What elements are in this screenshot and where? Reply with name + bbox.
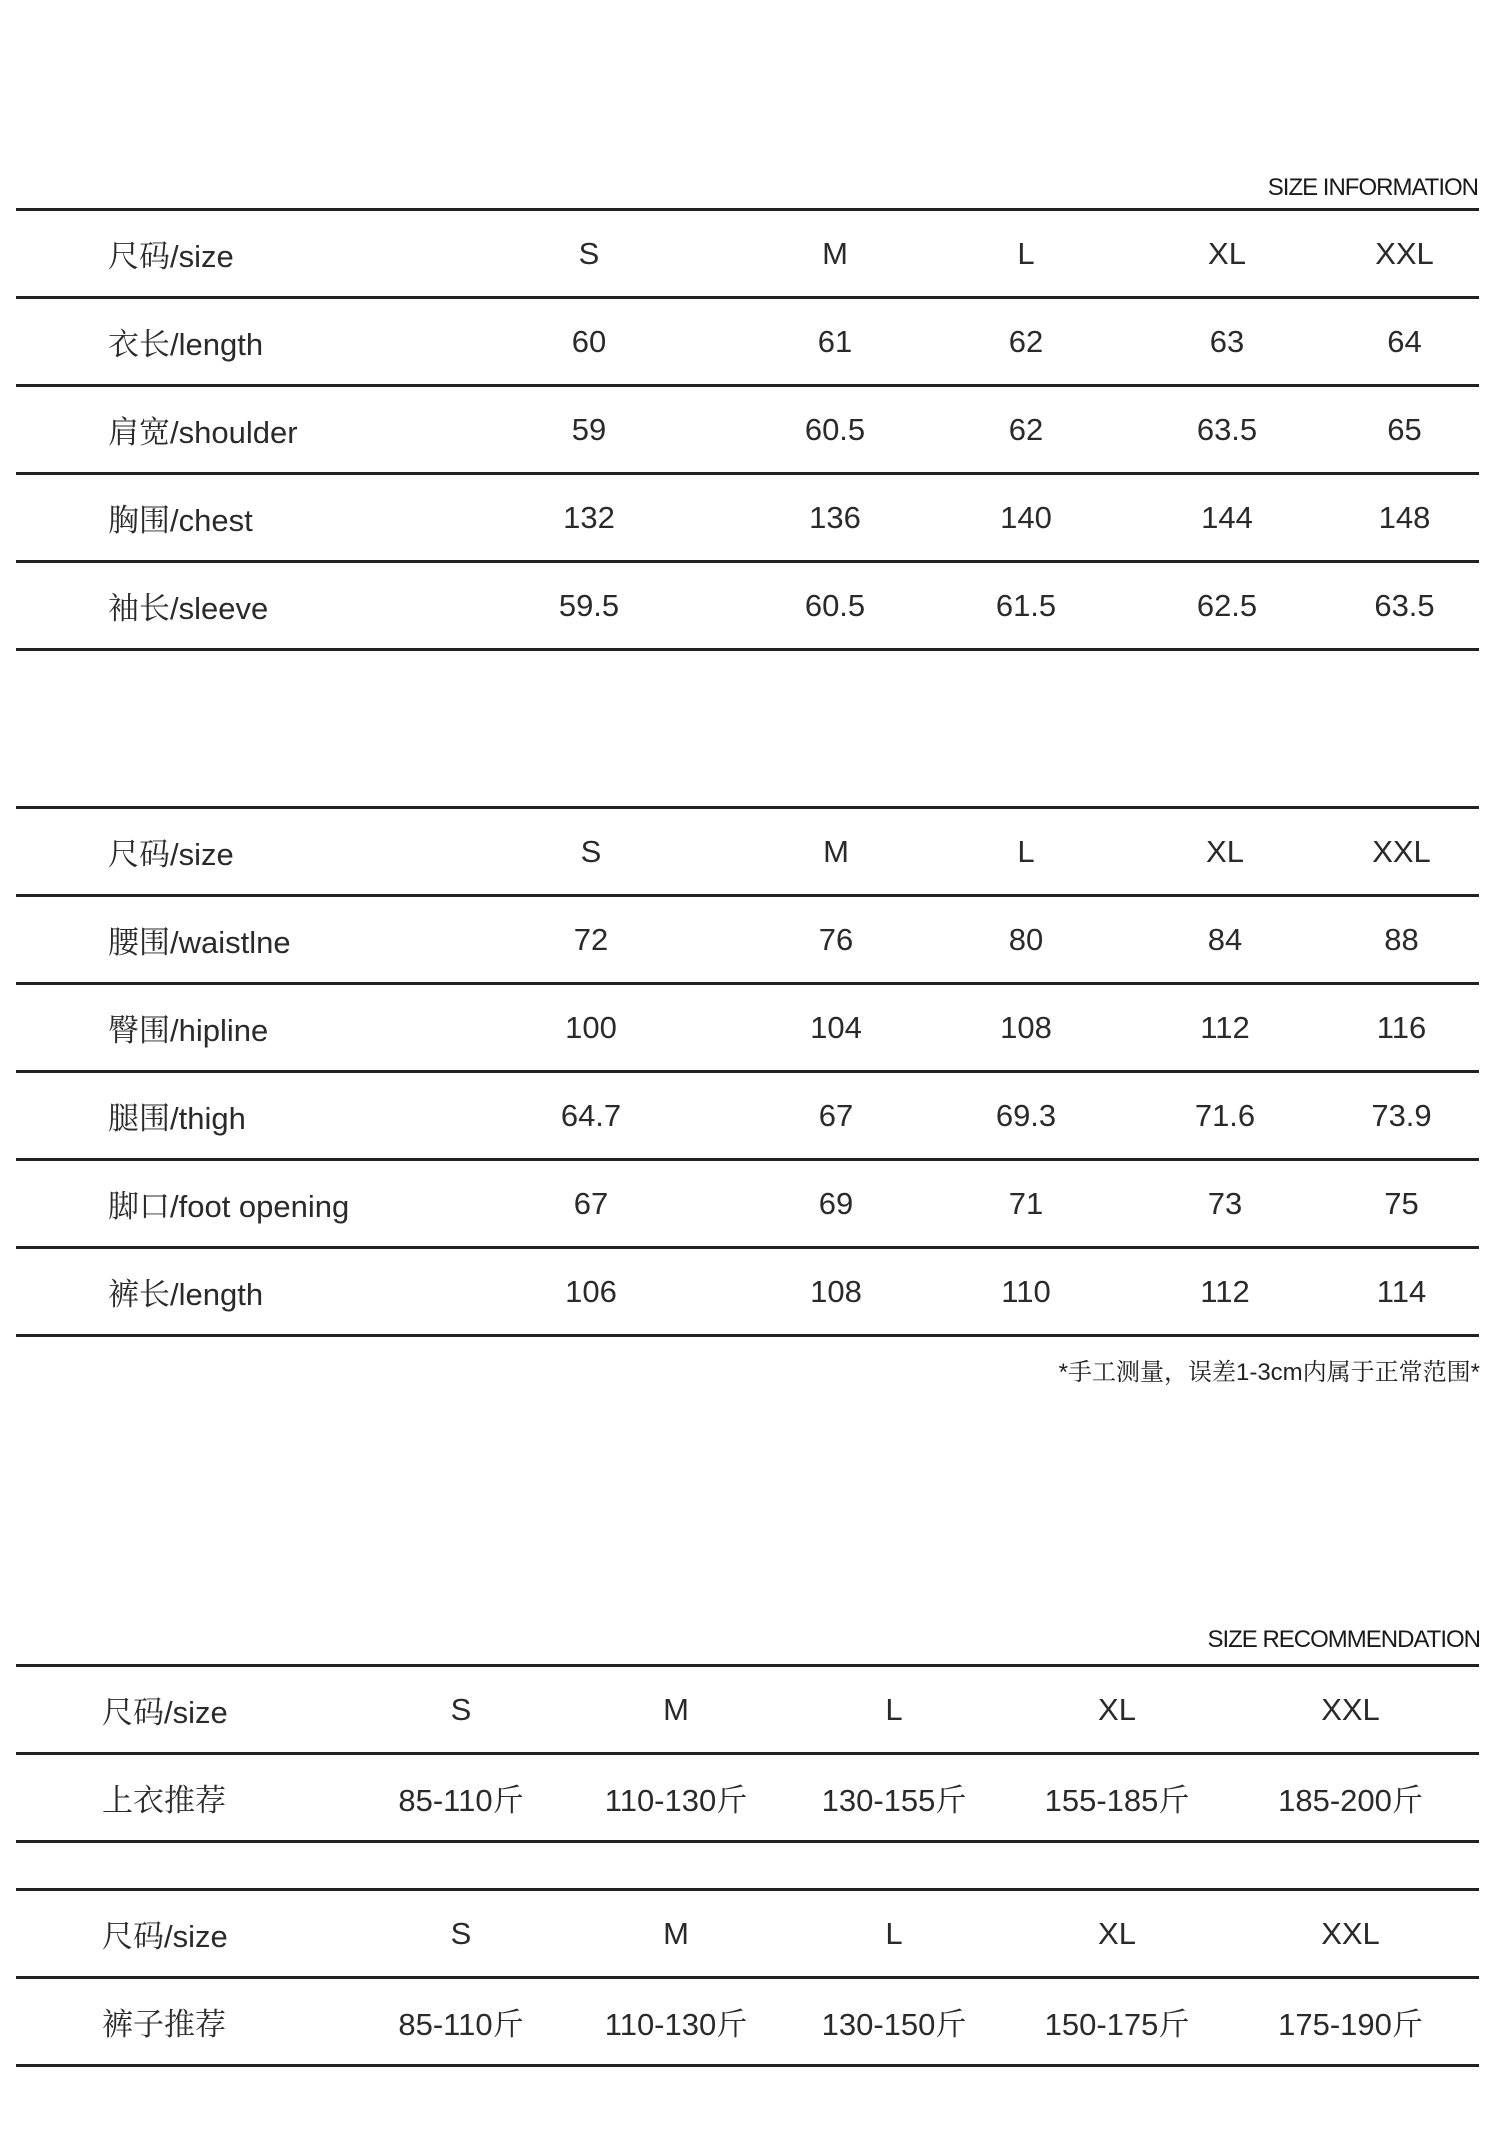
size-l-header: L: [926, 808, 1126, 896]
size-m-header: M: [576, 1666, 776, 1754]
table-cell: 62: [928, 386, 1124, 474]
table-cell: 73: [1126, 1160, 1324, 1248]
table-cell: 116: [1324, 984, 1479, 1072]
table-cell: 84: [1126, 896, 1324, 984]
table-cell: 175-190斤: [1222, 1978, 1479, 2066]
row-label: 腰围/waistlne: [16, 896, 436, 984]
table-cell: 63.5: [1330, 562, 1479, 650]
size-xxl-header: XXL: [1222, 1890, 1479, 1978]
table-cell: 62: [928, 298, 1124, 386]
top-recommendation-table: [16, 1664, 1479, 1843]
row-label: 袖长/sleeve: [16, 562, 436, 650]
table-cell: 60.5: [742, 562, 928, 650]
pants-recommendation-table: [16, 1888, 1479, 2067]
table-row: [16, 1072, 1479, 1160]
table-cell: 67: [436, 1160, 746, 1248]
table-row: [16, 1160, 1479, 1248]
table-cell: 185-200斤: [1222, 1754, 1479, 1842]
size-header-label: 尺码/size: [16, 1890, 346, 1978]
table-cell: 136: [742, 474, 928, 562]
size-m-header: M: [576, 1890, 776, 1978]
row-label: 胸围/chest: [16, 474, 436, 562]
table-cell: 67: [746, 1072, 926, 1160]
size-xl-header: XL: [1012, 1890, 1222, 1978]
table-cell: 85-110斤: [346, 1978, 576, 2066]
table-row: [16, 1978, 1479, 2066]
table-cell: 63.5: [1124, 386, 1330, 474]
table-cell: 155-185斤: [1012, 1754, 1222, 1842]
table-row: [16, 298, 1479, 386]
table-cell: 61: [742, 298, 928, 386]
row-label: 裤长/length: [16, 1248, 436, 1336]
table-cell: 110-130斤: [576, 1978, 776, 2066]
size-s-header: S: [346, 1890, 576, 1978]
table-cell: 61.5: [928, 562, 1124, 650]
size-header-label: 尺码/size: [16, 210, 436, 298]
size-l-header: L: [928, 210, 1124, 298]
table-cell: 112: [1126, 984, 1324, 1072]
table-cell: 100: [436, 984, 746, 1072]
table-cell: 148: [1330, 474, 1479, 562]
table-header-row: [16, 210, 1479, 298]
table-cell: 150-175斤: [1012, 1978, 1222, 2066]
row-label: 腿围/thigh: [16, 1072, 436, 1160]
table-cell: 64.7: [436, 1072, 746, 1160]
size-m-header: M: [746, 808, 926, 896]
table-row: [16, 386, 1479, 474]
table-cell: 108: [746, 1248, 926, 1336]
table-cell: 72: [436, 896, 746, 984]
table-row: [16, 1754, 1479, 1842]
row-label: 衣长/length: [16, 298, 436, 386]
table-header-row: [16, 808, 1479, 896]
table-cell: 144: [1124, 474, 1330, 562]
table-cell: 76: [746, 896, 926, 984]
table-row: [16, 984, 1479, 1072]
table-cell: 130-150斤: [776, 1978, 1012, 2066]
table-cell: 112: [1126, 1248, 1324, 1336]
table-cell: 75: [1324, 1160, 1479, 1248]
table-cell: 60: [436, 298, 742, 386]
table-header-row: [16, 1890, 1479, 1978]
table-cell: 108: [926, 984, 1126, 1072]
table-cell: 59: [436, 386, 742, 474]
table-cell: 110: [926, 1248, 1126, 1336]
size-xl-header: XL: [1126, 808, 1324, 896]
size-recommendation-title: SIZE RECOMMENDATION: [1207, 1626, 1480, 1653]
size-s-header: S: [346, 1666, 576, 1754]
table-cell: 114: [1324, 1248, 1479, 1336]
size-xxl-header: XXL: [1222, 1666, 1479, 1754]
size-s-header: S: [436, 808, 746, 896]
table-cell: 65: [1330, 386, 1479, 474]
table-cell: 64: [1330, 298, 1479, 386]
size-xxl-header: XXL: [1330, 210, 1479, 298]
measurement-note: *手工测量，误差1-3cm内属于正常范围*: [1058, 1359, 1480, 1386]
size-l-header: L: [776, 1666, 1012, 1754]
row-label: 裤子推荐: [16, 1978, 346, 2066]
row-label: 脚口/foot opening: [16, 1160, 436, 1248]
size-xl-header: XL: [1012, 1666, 1222, 1754]
table-cell: 60.5: [742, 386, 928, 474]
table-row: [16, 896, 1479, 984]
table-cell: 110-130斤: [576, 1754, 776, 1842]
table-cell: 80: [926, 896, 1126, 984]
table-cell: 69: [746, 1160, 926, 1248]
size-s-header: S: [436, 210, 742, 298]
table-cell: 71: [926, 1160, 1126, 1248]
size-m-header: M: [742, 210, 928, 298]
table-cell: 132: [436, 474, 742, 562]
row-label: 臀围/hipline: [16, 984, 436, 1072]
table-cell: 62.5: [1124, 562, 1330, 650]
size-xl-header: XL: [1124, 210, 1330, 298]
table-cell: 106: [436, 1248, 746, 1336]
table-cell: 85-110斤: [346, 1754, 576, 1842]
table-cell: 140: [928, 474, 1124, 562]
table-row: [16, 562, 1479, 650]
size-header-label: 尺码/size: [16, 1666, 346, 1754]
table-cell: 88: [1324, 896, 1479, 984]
table-row: [16, 474, 1479, 562]
row-label: 肩宽/shoulder: [16, 386, 436, 474]
size-information-title: SIZE INFORMATION: [1267, 174, 1478, 201]
row-label: 上衣推荐: [16, 1754, 346, 1842]
table-cell: 69.3: [926, 1072, 1126, 1160]
table-cell: 73.9: [1324, 1072, 1479, 1160]
size-xxl-header: XXL: [1324, 808, 1479, 896]
size-header-label: 尺码/size: [16, 808, 436, 896]
table-cell: 104: [746, 984, 926, 1072]
size-l-header: L: [776, 1890, 1012, 1978]
table-cell: 63: [1124, 298, 1330, 386]
top-size-table: [16, 208, 1479, 651]
table-header-row: [16, 1666, 1479, 1754]
table-cell: 59.5: [436, 562, 742, 650]
table-cell: 71.6: [1126, 1072, 1324, 1160]
pants-size-table: [16, 806, 1479, 1337]
table-row: [16, 1248, 1479, 1336]
table-cell: 130-155斤: [776, 1754, 1012, 1842]
